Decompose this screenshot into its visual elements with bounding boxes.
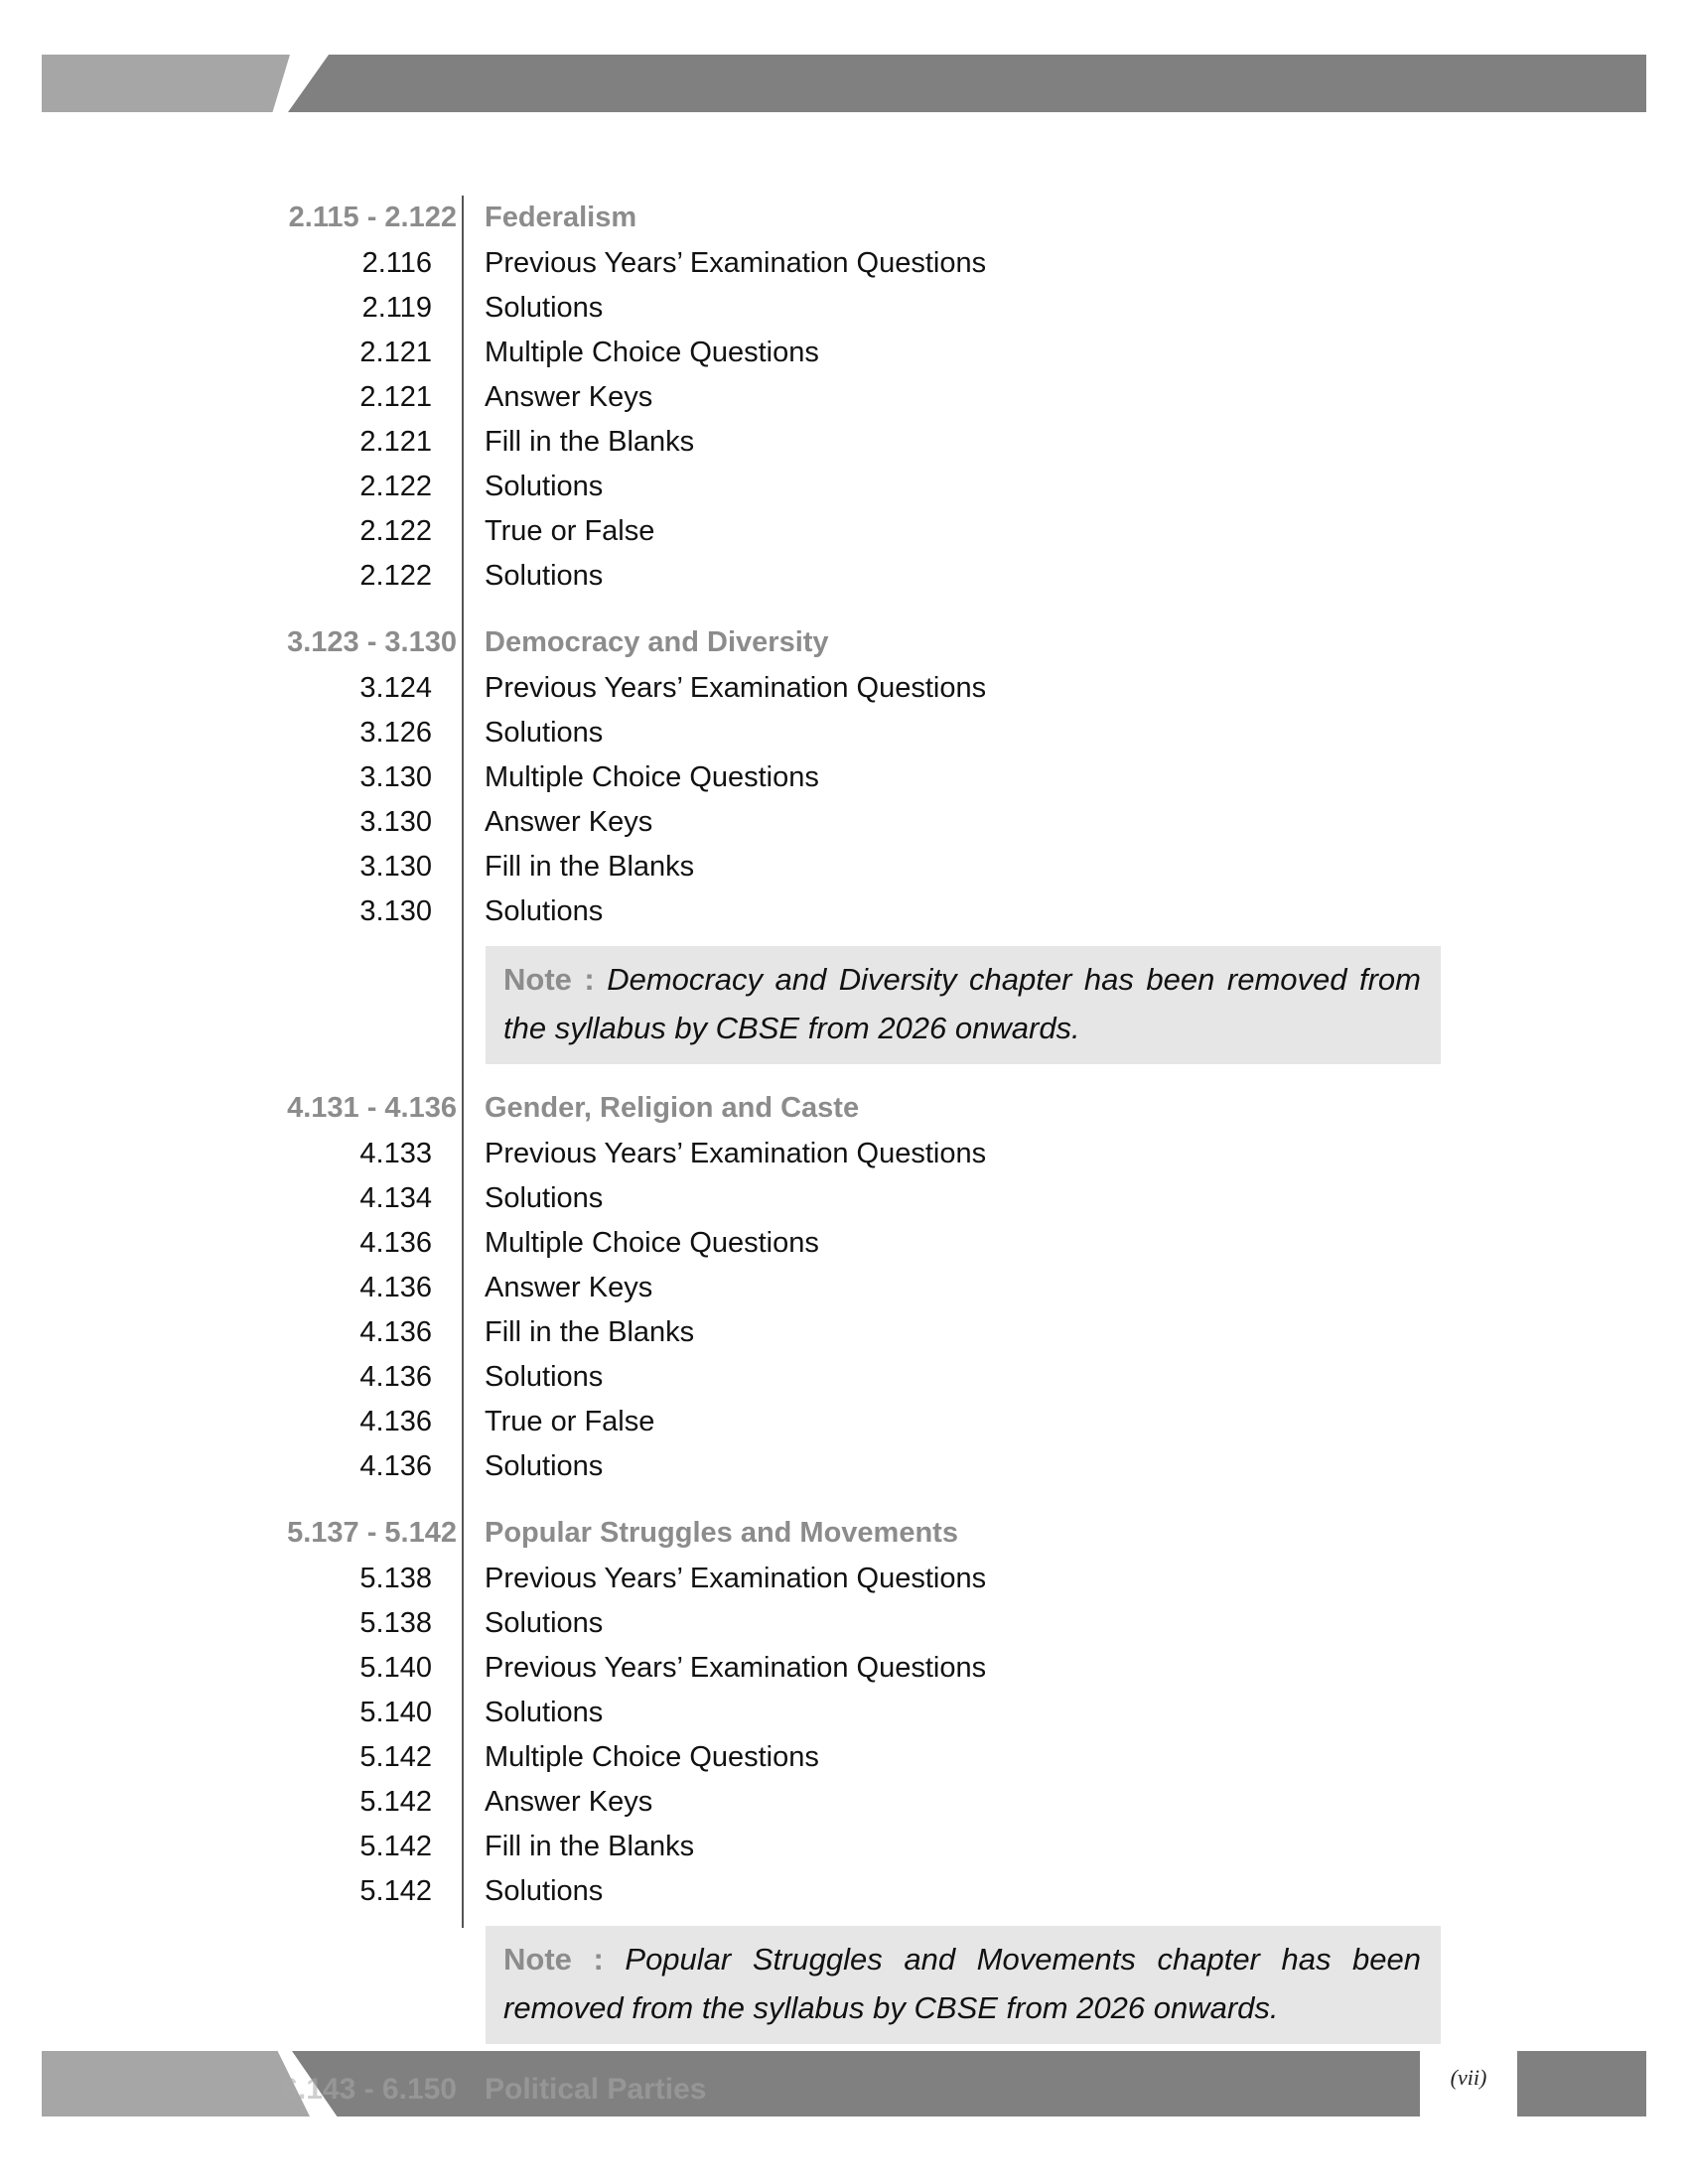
toc-entry xyxy=(0,1601,1688,1646)
entry-title: Fill in the Blanks xyxy=(485,426,695,458)
entry-page-number: 2.119 xyxy=(361,292,432,324)
toc-entry xyxy=(0,1780,1688,1825)
footer-spillover-range: 6.143 - 6.150 xyxy=(281,2073,457,2106)
toc-entry xyxy=(0,1735,1688,1780)
entry-page-number: 5.142 xyxy=(359,1786,432,1818)
entry-page-number: 4.136 xyxy=(359,1272,432,1303)
entry-page-number: 4.133 xyxy=(359,1138,432,1169)
chapter-page-range: 3.123 - 3.130 xyxy=(287,626,457,658)
entry-title: Previous Years’ Examination Questions xyxy=(485,672,987,704)
entry-page-number: 4.136 xyxy=(359,1227,432,1259)
entry-page-number: 5.140 xyxy=(359,1697,432,1728)
chapter-gap xyxy=(0,1064,1688,1084)
entry-title: Previous Years’ Examination Questions xyxy=(485,247,987,279)
entry-title: Answer Keys xyxy=(485,381,653,413)
entry-title: Solutions xyxy=(485,1361,604,1393)
toc-entry xyxy=(0,241,1688,286)
entry-title: Answer Keys xyxy=(485,1786,653,1818)
chapter-heading xyxy=(0,1509,1688,1557)
chapter-gap xyxy=(0,599,1688,618)
chapter-heading xyxy=(0,1084,1688,1132)
toc-entry xyxy=(0,1132,1688,1176)
toc-entry xyxy=(0,554,1688,599)
footer-spillover-title: Political Parties xyxy=(485,2073,707,2106)
toc-entry xyxy=(0,755,1688,800)
entry-title: Previous Years’ Examination Questions xyxy=(485,1138,987,1169)
footer-band-dark xyxy=(292,2051,1420,2116)
toc-entry xyxy=(0,1646,1688,1691)
entry-page-number: 5.142 xyxy=(359,1741,432,1773)
toc-entry xyxy=(0,1444,1688,1489)
toc-entry xyxy=(0,1557,1688,1601)
toc-entry xyxy=(0,1691,1688,1735)
entry-page-number: 5.138 xyxy=(359,1607,432,1639)
entry-title: Answer Keys xyxy=(485,1272,653,1303)
entry-title: Previous Years’ Examination Questions xyxy=(485,1652,987,1684)
chapter-heading xyxy=(0,618,1688,666)
toc-entry xyxy=(0,1825,1688,1869)
entry-title: Solutions xyxy=(485,895,604,927)
entry-page-number: 4.136 xyxy=(359,1406,432,1437)
toc-entry xyxy=(0,1869,1688,1914)
entry-page-number: 2.121 xyxy=(359,337,432,368)
toc-entry xyxy=(0,1176,1688,1221)
chapter-title: Popular Struggles and Movements xyxy=(485,1517,958,1549)
note-text: Popular Struggles and Movements chapter has been removed from the syllabus by CBSE from 2026 onwards. xyxy=(503,1942,1421,2025)
toc-entry xyxy=(0,1221,1688,1266)
chapter-heading xyxy=(0,194,1688,241)
chapter-page-range: 4.131 - 4.136 xyxy=(287,1092,457,1124)
entry-title: Multiple Choice Questions xyxy=(485,1227,819,1259)
chapter-title: Gender, Religion and Caste xyxy=(485,1092,860,1124)
footer-band-end xyxy=(1517,2051,1646,2116)
entry-page-number: 2.122 xyxy=(359,471,432,502)
entry-title: Multiple Choice Questions xyxy=(485,1741,819,1773)
toc-entry xyxy=(0,420,1688,465)
entry-title: Solutions xyxy=(485,1450,604,1482)
toc-entry xyxy=(0,1310,1688,1355)
note-label: Note : xyxy=(503,1942,604,1977)
entry-title: Multiple Choice Questions xyxy=(485,761,819,793)
entry-title: Solutions xyxy=(485,292,604,324)
toc-entry xyxy=(0,286,1688,331)
entry-page-number: 5.138 xyxy=(359,1563,432,1594)
entry-page-number: 5.142 xyxy=(359,1831,432,1862)
chapter-title: Democracy and Diversity xyxy=(485,626,829,658)
entry-page-number: 4.136 xyxy=(359,1361,432,1393)
entry-page-number: 5.140 xyxy=(359,1652,432,1684)
entry-page-number: 2.116 xyxy=(361,247,432,279)
toc-entry xyxy=(0,509,1688,554)
chapter-page-range: 5.137 - 5.142 xyxy=(287,1517,457,1549)
entry-page-number: 4.136 xyxy=(359,1316,432,1348)
entry-title: Previous Years’ Examination Questions xyxy=(485,1563,987,1594)
entry-title: Solutions xyxy=(485,471,604,502)
entry-page-number: 2.121 xyxy=(359,426,432,458)
toc-entry xyxy=(0,711,1688,755)
entry-page-number: 4.136 xyxy=(359,1450,432,1482)
toc-entry xyxy=(0,331,1688,375)
entry-page-number: 3.130 xyxy=(359,851,432,883)
chapter-note xyxy=(486,1926,1441,2044)
entry-title: Solutions xyxy=(485,1607,604,1639)
toc-entry xyxy=(0,666,1688,711)
note-text: Democracy and Diversity chapter has been removed from the syllabus by CBSE from 2026 onwards. xyxy=(503,962,1421,1045)
toc-entry xyxy=(0,1266,1688,1310)
entry-title: Multiple Choice Questions xyxy=(485,337,819,368)
entry-page-number: 3.124 xyxy=(359,672,432,704)
toc-entry xyxy=(0,465,1688,509)
toc-entry xyxy=(0,889,1688,934)
toc-entry xyxy=(0,845,1688,889)
table-of-contents xyxy=(0,194,1688,2044)
entry-title: Answer Keys xyxy=(485,806,653,838)
toc-entry xyxy=(0,800,1688,845)
entry-title: Fill in the Blanks xyxy=(485,851,695,883)
chapter-page-range: 2.115 - 2.122 xyxy=(288,202,457,233)
entry-page-number: 5.142 xyxy=(359,1875,432,1907)
entry-page-number: 4.134 xyxy=(359,1182,432,1214)
chapter-note xyxy=(486,946,1441,1064)
toc-entry xyxy=(0,375,1688,420)
entry-page-number: 2.122 xyxy=(359,515,432,547)
entry-page-number: 2.122 xyxy=(359,560,432,592)
entry-title: Solutions xyxy=(485,717,604,749)
toc-entry xyxy=(0,1400,1688,1444)
entry-page-number: 3.130 xyxy=(359,895,432,927)
entry-title: Solutions xyxy=(485,1875,604,1907)
entry-page-number: 3.126 xyxy=(359,717,432,749)
chapter-title: Federalism xyxy=(485,202,637,233)
entry-title: Fill in the Blanks xyxy=(485,1316,695,1348)
entry-title: True or False xyxy=(485,515,655,547)
header-band-dark xyxy=(288,55,1646,112)
chapter-gap xyxy=(0,1489,1688,1509)
entry-title: Solutions xyxy=(485,560,604,592)
entry-title: Solutions xyxy=(485,1182,604,1214)
entry-page-number: 3.130 xyxy=(359,761,432,793)
toc-entry xyxy=(0,1355,1688,1400)
entry-title: True or False xyxy=(485,1406,655,1437)
entry-title: Fill in the Blanks xyxy=(485,1831,695,1862)
entry-page-number: 2.121 xyxy=(359,381,432,413)
entry-page-number: 3.130 xyxy=(359,806,432,838)
note-label: Note : xyxy=(503,962,595,997)
entry-title: Solutions xyxy=(485,1697,604,1728)
header-band-light xyxy=(42,55,290,112)
page-number: (vii) xyxy=(1450,2065,1487,2090)
